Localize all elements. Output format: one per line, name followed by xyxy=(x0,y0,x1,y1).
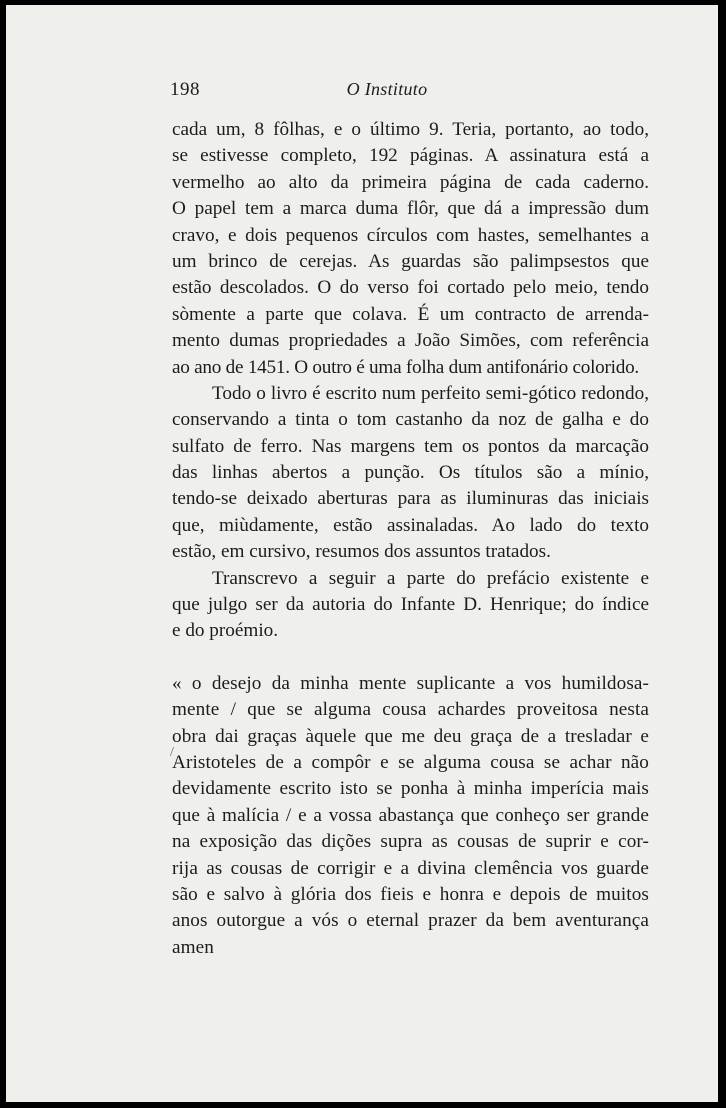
text-line: e do proémio. xyxy=(172,620,279,642)
running-title xyxy=(6,79,718,100)
text-line: tendo-se deixado aberturas para as iluminuras das iniciais xyxy=(172,488,649,510)
text-line: conservando a tinta o tom castanho da noz de galha e do xyxy=(172,409,649,431)
text-line: se estivesse completo, 192 páginas. A assinatura está a xyxy=(172,145,649,167)
quote-line: amen xyxy=(172,936,214,958)
quote-line: Aristoteles de a compôr e se alguma cousa se achar não xyxy=(172,751,649,773)
text-line: O papel tem a marca duma flôr, que dá a impressão dum xyxy=(172,198,649,220)
running-title-text: O Instituto xyxy=(346,79,428,99)
text-line: um brinco de cerejas. As guardas são palimpsestos que xyxy=(172,250,649,272)
section-gap xyxy=(172,645,649,671)
quote-line: rija as cousas de corrigir e a divina clemência vos guarde xyxy=(172,857,649,879)
text-line: das linhas abertos a punção. Os títulos são a mínio, xyxy=(172,462,649,484)
text-line: Transcrevo a seguir a parte do prefácio existente e xyxy=(212,567,649,589)
text-line: ao ano de 1451. O outro é uma folha dum antifonário colorido. xyxy=(172,356,639,378)
paragraph-script xyxy=(172,381,649,566)
quote-line: são e salvo à glória dos fieis e honra e depois de muitos xyxy=(172,883,649,905)
quote-line: « o desejo da minha mente suplicante a vos humildosa- xyxy=(172,672,649,694)
book-page xyxy=(6,5,718,1102)
quote-line: devidamente escrito isto se ponha à minha imperícia mais xyxy=(172,778,649,800)
page-header xyxy=(6,79,718,103)
margin-mark: / xyxy=(170,745,174,760)
text-line: sulfato de ferro. Nas margens tem os pontos da marcação xyxy=(172,435,649,457)
text-line: mento dumas propriedades a João Simões, com referência xyxy=(172,330,649,352)
paragraph-transcription-intro xyxy=(172,566,649,645)
text-line: Todo o livro é escrito num perfeito semi-gótico redondo, xyxy=(212,382,649,404)
text-line: cravo, e dois pequenos círculos com hastes, semelhantes a xyxy=(172,224,649,246)
text-line: cada um, 8 fôlhas, e o último 9. Teria, portanto, ao todo, xyxy=(172,119,649,140)
quote-line: anos outorgue a vós o eternal prazer da bem aventurança xyxy=(172,910,649,932)
body-text xyxy=(172,117,649,961)
quote-line: mente / que se alguma cousa achardes proveitosa nesta xyxy=(172,699,649,721)
quote-line: obra dai graças àquele que me deu graça de a tresladar e xyxy=(172,725,649,747)
text-line: vermelho ao alto da primeira página de cada caderno. xyxy=(172,171,649,193)
text-line: que julgo ser da autoria do Infante D. Henrique; do índice xyxy=(172,594,649,616)
text-line: sòmente a parte que colava. É um contracto de arrenda- xyxy=(172,303,649,325)
page-number: 198 xyxy=(170,79,200,100)
quote-line: que à malícia / e a vossa abastança que conheço ser grande xyxy=(172,804,649,826)
text-line: estão, em cursivo, resumos dos assuntos tratados. xyxy=(172,541,551,563)
quotation xyxy=(172,671,649,961)
text-line: estão descolados. O do verso foi cortado pelo meio, tendo xyxy=(172,277,649,299)
quote-line: na exposição das dições supra as cousas de suprir e cor- xyxy=(172,831,649,853)
paragraph-description xyxy=(172,117,649,381)
text-line: que, miùdamente, estão assinaladas. Ao lado do texto xyxy=(172,514,649,536)
